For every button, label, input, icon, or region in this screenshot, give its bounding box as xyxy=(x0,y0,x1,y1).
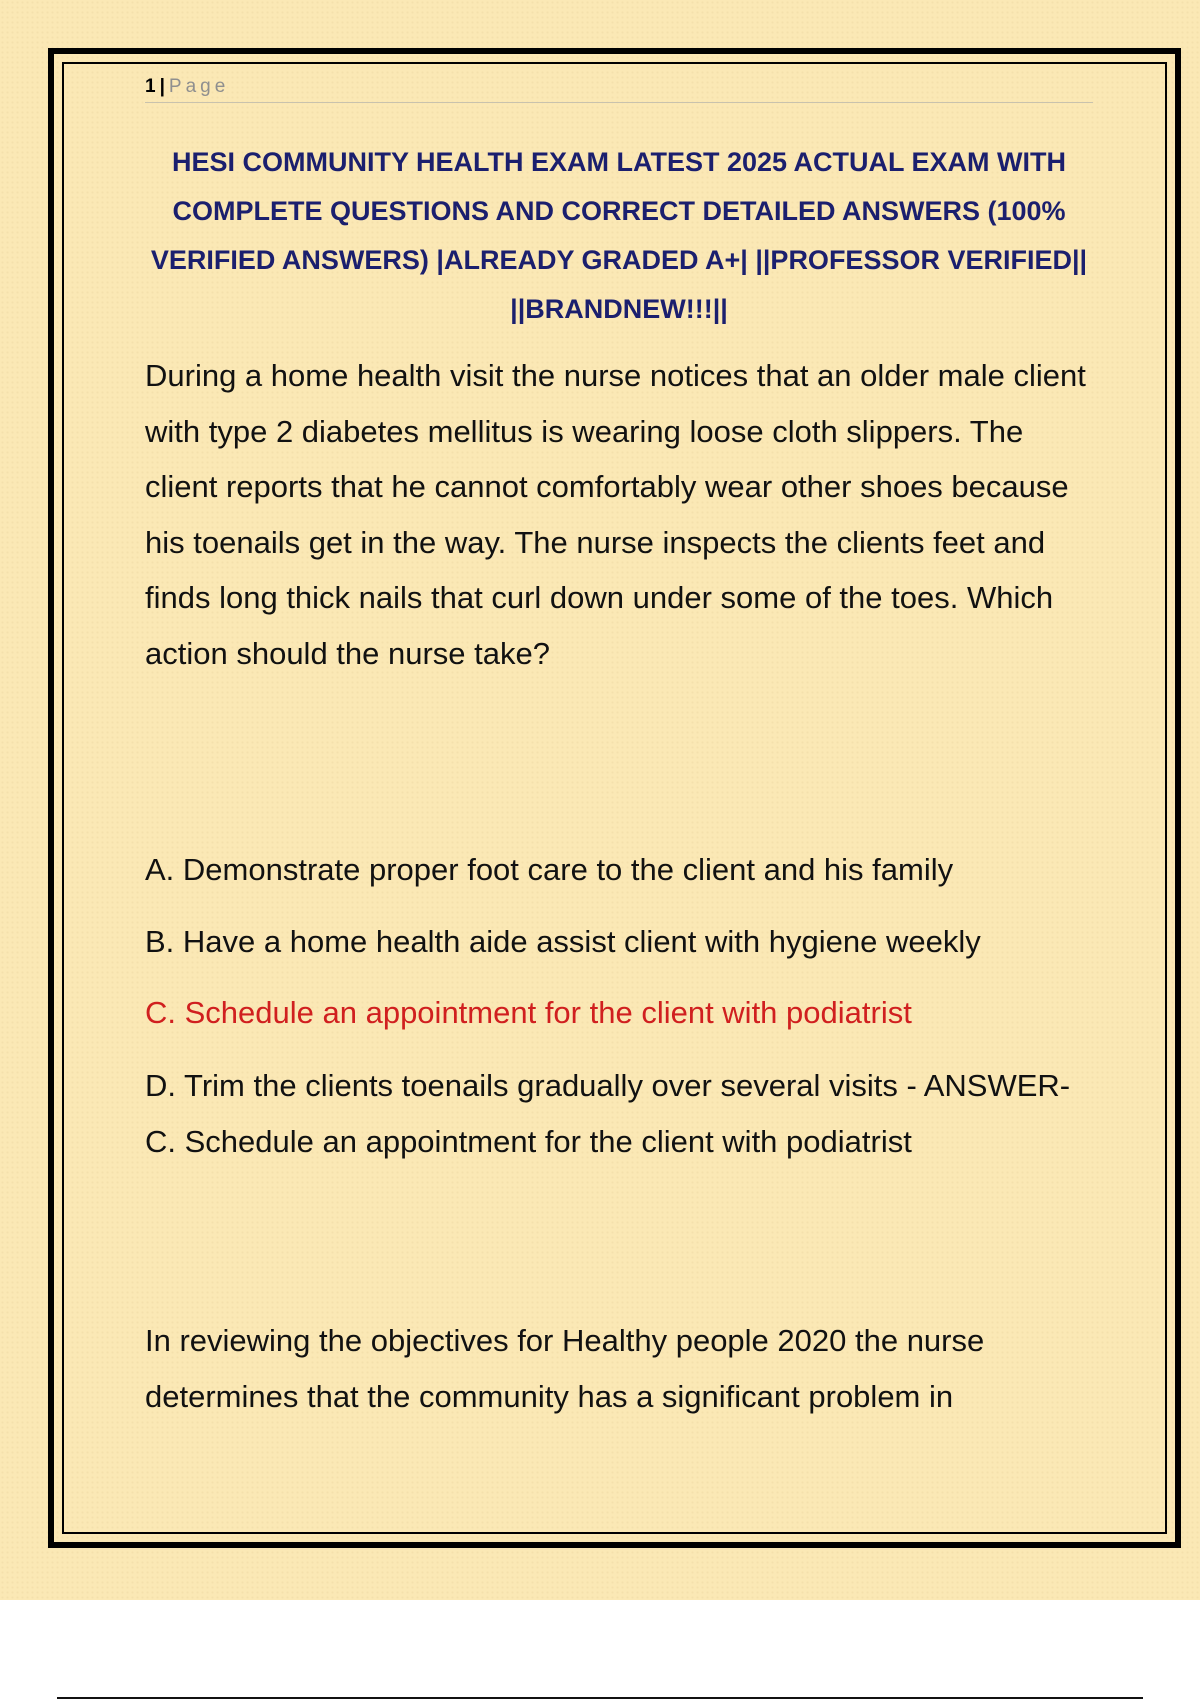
question-1-option-c-correct: C. Schedule an appointment for the client with podiatrist xyxy=(145,995,912,1030)
document-title: HESI COMMUNITY HEALTH EXAM LATEST 2025 ACTUAL EXAM WITH COMPLETE QUESTIONS AND CORRECT DETAILED ANSWERS (100% VERIFIED ANSWERS) |ALREADY GRADED A+| ||PROFESSOR VERIFIED|| ||BRANDNEW!!!|| xyxy=(150,147,1088,324)
question-2-text: In reviewing the objectives for Healthy people 2020 the nurse determines that the community has a significant problem in xyxy=(145,1323,985,1414)
question-1-option-b: B. Have a home health aide assist client with hygiene weekly xyxy=(145,924,981,959)
page-header xyxy=(145,72,1093,103)
page-separator: | xyxy=(159,76,165,97)
page-number: 1 xyxy=(145,76,156,97)
question-1-option-a: A. Demonstrate proper foot care to the client and his family xyxy=(145,852,954,887)
question-1-option-d-answer: D. Trim the clients toenails gradually over several visits - ANSWER-C. Schedule an appointment for the client with podiatrist xyxy=(145,1068,1071,1159)
question-1-text: During a home health visit the nurse notices that an older male client with type 2 diabetes mellitus is wearing loose cloth slippers. The client reports that he cannot comfortably wear other shoes because his toenails get in the way. The nurse inspects the clients feet and finds long thick nails that curl down under some of the toes. Which action should the nurse take? xyxy=(145,358,1086,671)
next-page-rule xyxy=(57,1697,1143,1699)
page-label: Page xyxy=(168,76,230,97)
